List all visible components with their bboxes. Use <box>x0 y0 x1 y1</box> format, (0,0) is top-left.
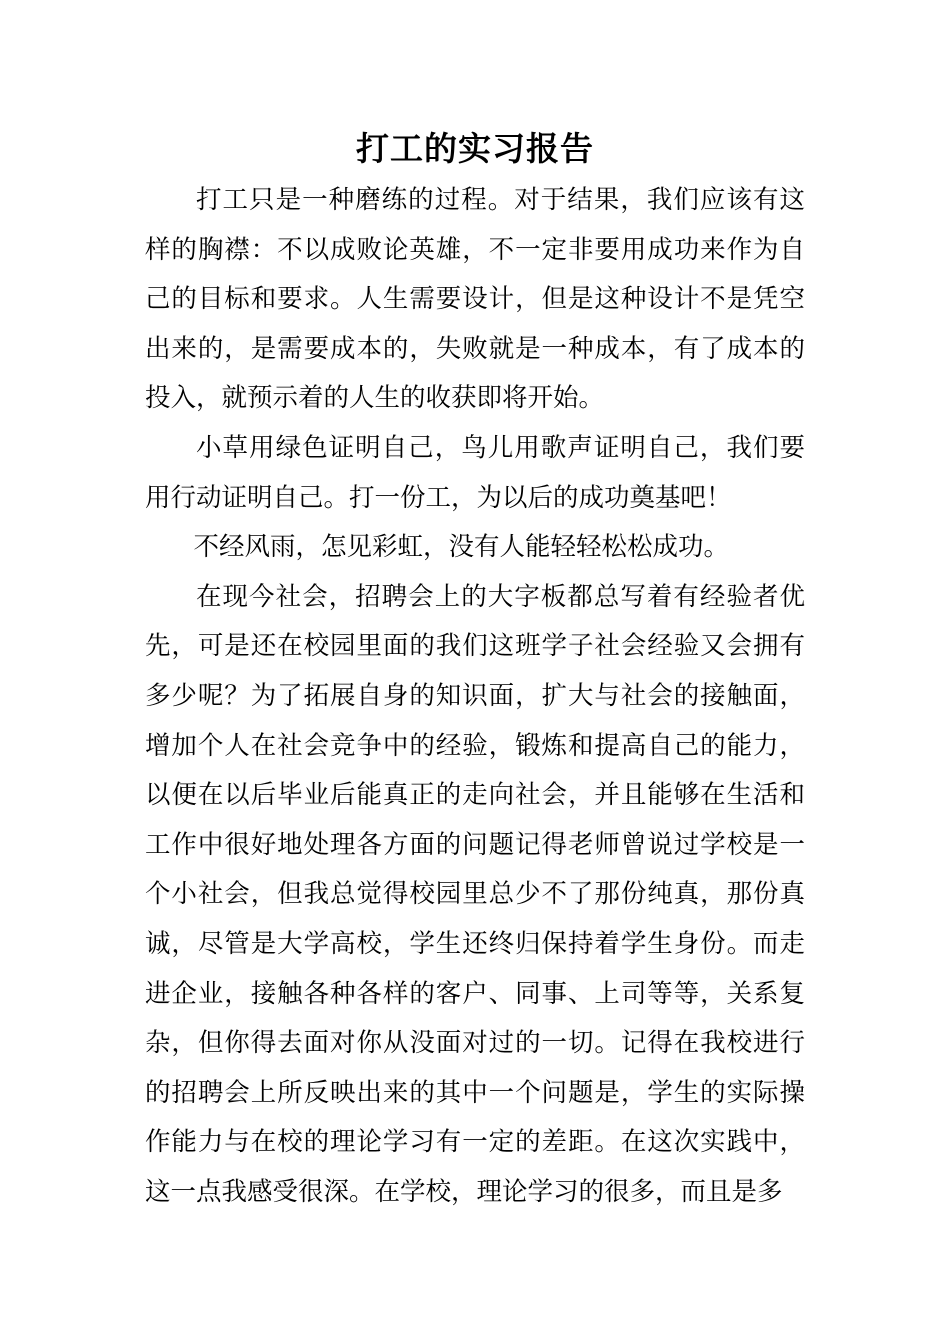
paragraph-2: 小草用绿色证明自己，鸟儿用歌声证明自己，我们要用行动证明自己。打一份工，为以后的成功奠基吧！ <box>145 432 805 513</box>
paragraph-3: 不经风雨，怎见彩虹，没有人能轻轻松松成功。 <box>193 532 729 563</box>
paragraph-4: 在现今社会，招聘会上的大字板都总写着有经验者优先，可是还在校园里面的我们这班学子社会经验又会拥有多少呢？为了拓展自身的知识面，扩大与社会的接触面，增加个人在社会竞争中的经验，锻炼和提高自己的能力，以便在以后毕业后能真正的走向社会，并且能够在生活和工作中很好地处理各方面的问题记得老师曾说过学校是一个小社会，但我总觉得校园里总少不了那份纯真，那份真诚，尽管是大学高校，学生还终归保持着学生身份。而走进企业，接触各种各样的客户、同事、上司等等，关系复杂，但你得去面对你从没面对过的一切。记得在我校进行的招聘会上所反映出来的其中一个问题是，学生的实际操作能力与在校的理论学习有一定的差距。在这次实践中，这一点我感受很深。在学校，理论学习的很多，而且是多 <box>145 581 805 1207</box>
document-title: 打工的实习报告 <box>356 129 594 168</box>
paragraph-1: 打工只是一种磨练的过程。对于结果，我们应该有这样的胸襟：不以成败论英雄，不一定非要用成功来作为自己的目标和要求。人生需要设计，但是这种设计不是凭空出来的，是需要成本的，失败就是一种成本，有了成本的投入，就预示着的人生的收获即将开始。 <box>145 185 805 414</box>
